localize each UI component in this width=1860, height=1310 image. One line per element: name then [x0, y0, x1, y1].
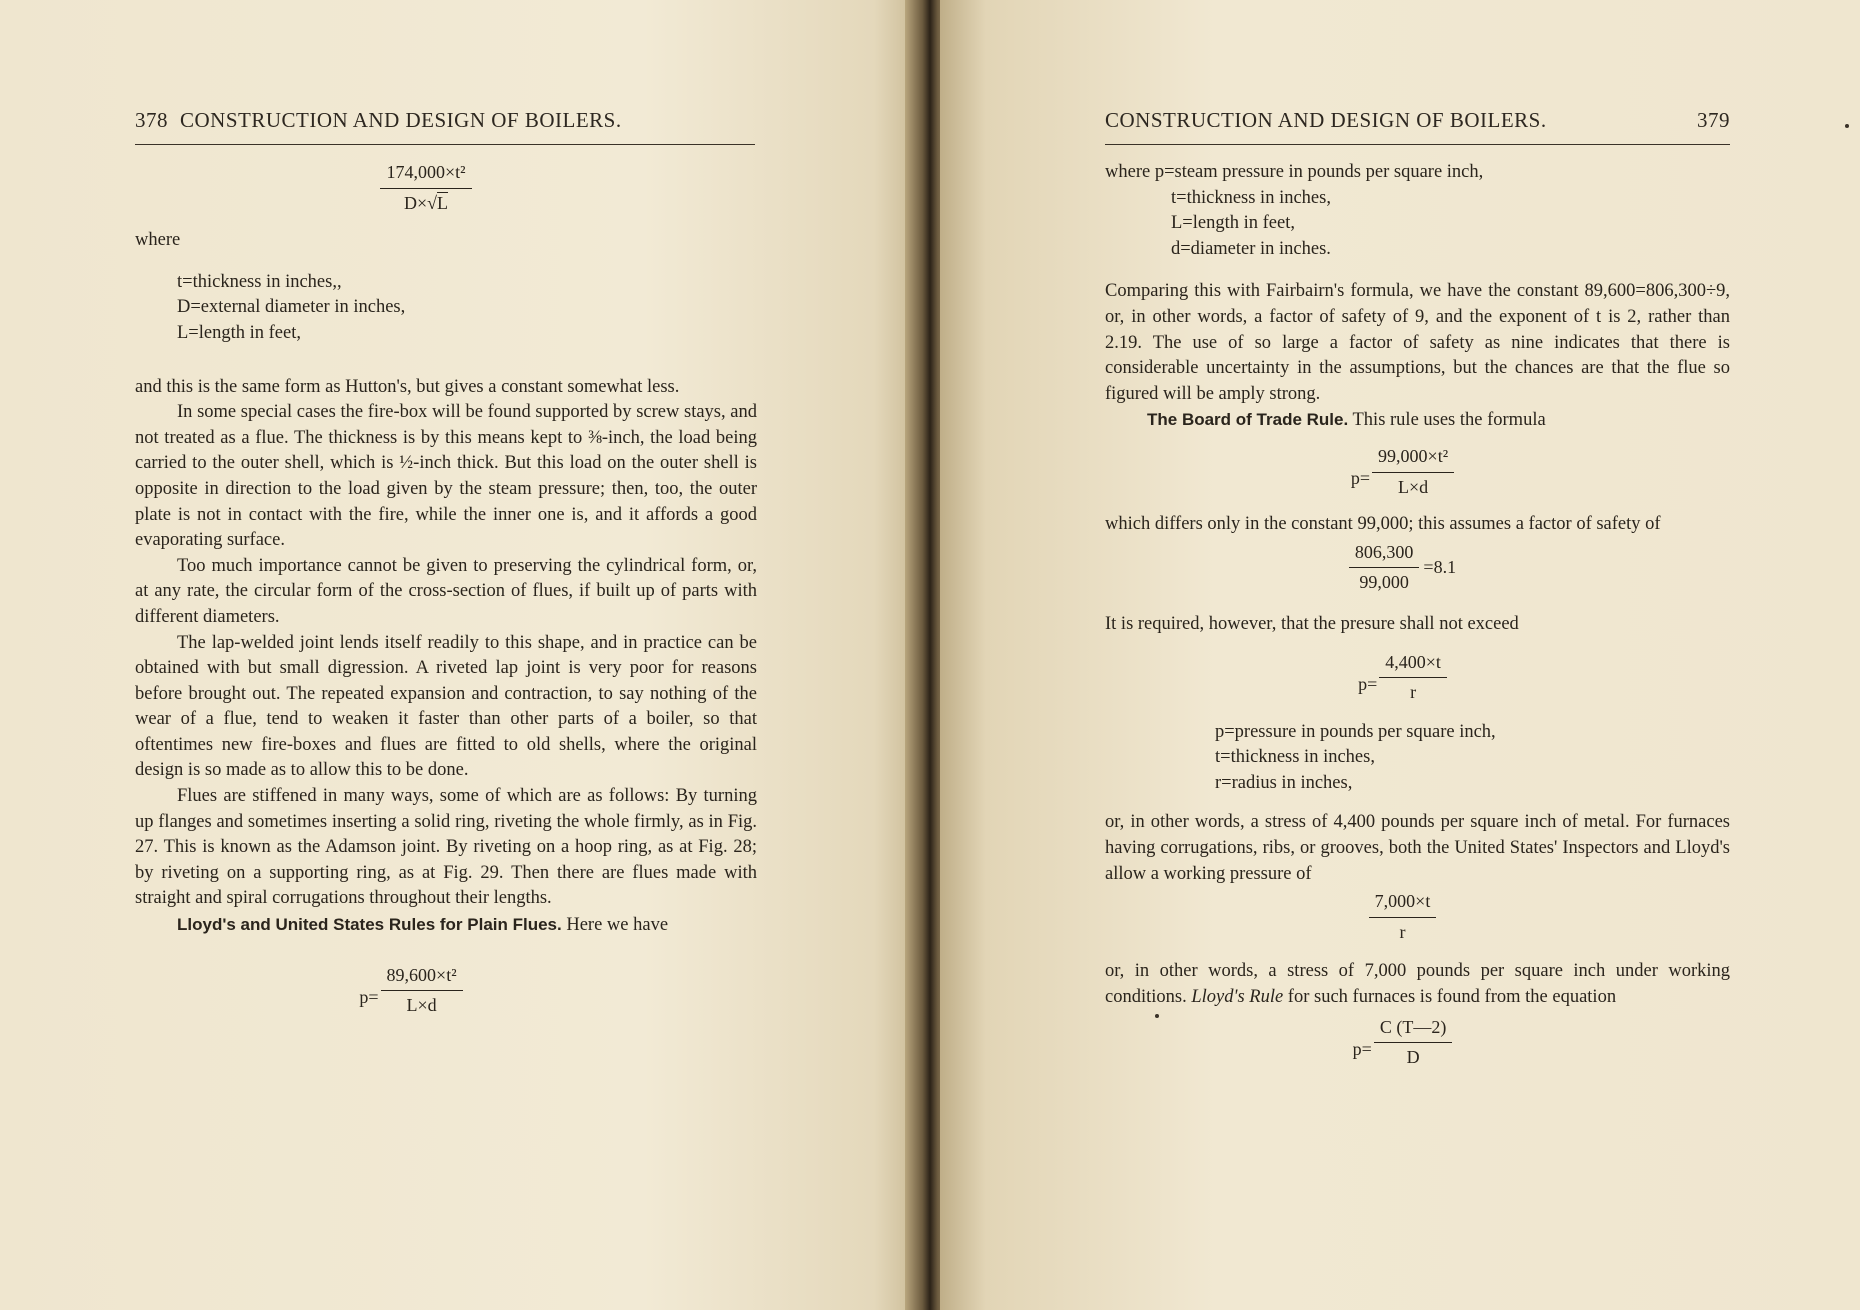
formula-numerator: 99,000×t² [1372, 444, 1454, 473]
formula-numerator: 89,600×t² [381, 963, 463, 992]
formula-numerator: 4,400×t [1379, 650, 1447, 679]
left-page-number: 378 [135, 108, 168, 132]
right-running-title: CONSTRUCTION AND DESIGN OF BOILERS. [1105, 108, 1547, 132]
where-line: where p=steam pressure in pounds per square inch, [1105, 162, 1484, 182]
formula-denominator: r [1410, 682, 1417, 703]
formula-corrugated-furnace [1075, 889, 1730, 945]
variable-definition: r=radius in inches, [1215, 772, 1353, 793]
variable-list [1105, 186, 1730, 263]
italic-rule-name: Lloyd's Rule [1191, 987, 1284, 1008]
formula-board-of-trade [1075, 444, 1730, 500]
left-page-header [135, 108, 755, 145]
paragraph-lloyds-rule: Lloyd's and United States Rules for Plain Flues. Here we have [177, 915, 669, 936]
right-page-header [1105, 108, 1730, 145]
formula-numerator: 806,300 [1349, 540, 1420, 569]
variable-definition: L=length in feet, [1171, 213, 1295, 234]
formula-numerator: 7,000×t [1369, 889, 1437, 918]
variable-list [135, 270, 757, 347]
paragraph: Comparing this with Fairbairn's formula, we have the constant 89,600=806,300÷9, or, in other words, a factor of safety of 9, and the exponent of t is 2, rather than 2.19. The use of so large a factor of safety as nine indicates that there is considerable uncertainty in the assumptions, but the chances are that the flue so figured will be amply strong. [1105, 281, 1730, 404]
formula-lhs: p= [1350, 468, 1371, 489]
paragraph: Flues are stiffened in many ways, some of which are as follows: By turning up flanges and sometimes inserting a solid ring, riveting the whole firmly, as in Fig. 27. This is known as the Adamson joint. By riveting on a hoop ring, as at Fig. 28; by riveting on a supporting ring, as at Fig. 29. Then there are flues made with straight and spiral corrugations throughout their lengths. [135, 786, 757, 909]
formula-lhs: p= [359, 986, 379, 1007]
formula-max-pressure [1075, 650, 1730, 706]
paragraph-board-of-trade: The Board of Trade Rule. This rule uses the formula [1147, 410, 1546, 431]
paragraph: or, in other words, a stress of 4,400 pounds per square inch of metal. For furnaces having corrugations, ribs, or grooves, both the United States' Inspectors and Lloyd's allow a working pressure of [1105, 812, 1730, 884]
paragraph: In some special cases the fire-box will be found supported by screw stays, and not treated as a flue. The thickness is by this means kept to ⅜-inch, the load being carried to the outer shell, which is ½-inch thick. But this load on the outer shell is opposite in direction to the load given by the steam pressure; then, too, the outer plate is not in contact with the fire, while the inner one is, and it affords a good evaporating surface. [135, 402, 757, 551]
paragraph: which differs only in the constant 99,000; this assumes a factor of safety of [1105, 514, 1661, 535]
variable-definition: t=thickness in inches, [1215, 747, 1375, 768]
formula-lhs: p= [1352, 1038, 1372, 1059]
formula-denominator: r [1399, 921, 1406, 942]
formula-denominator: 99,000 [1359, 572, 1409, 593]
formula-lloyds [65, 963, 757, 1019]
sqrt-symbol: √ [427, 192, 438, 213]
paragraph: It is required, however, that the presure shall not exceed [1105, 613, 1519, 634]
formula-result: =8.1 [1423, 557, 1457, 578]
paragraph: or, in other words, a stress of 7,000 pounds per square inch under working conditions. Lloyd's Rule for such furnaces is found from the equation [1105, 961, 1730, 1008]
right-page [940, 0, 1860, 1310]
paragraph: Too much importance cannot be given to preserving the cylindrical form, or, at any rate, the circular form of the cross-section of flues, if built up of parts with different diameters. [135, 555, 757, 627]
formula-denominator: L×d [1398, 476, 1429, 497]
left-page-body [135, 160, 757, 1019]
right-page-number: 379 [1697, 108, 1730, 132]
formula-lloyds-furnace [1075, 1015, 1730, 1071]
variable-definition: p=pressure in pounds per square inch, [1215, 721, 1496, 742]
paragraph: The lap-welded joint lends itself readily to this shape, and in practice can be obtained with but small digression. A riveted lap joint is very poor for reasons before brought out. The repeated expansion and contraction, to say nothing of the wear of a flue, tend to weaken it faster than other parts of a boiler, so that oftentimes new fire-boxes and flues are fitted to old shells, where the original design is so made as to allow this to be done. [135, 632, 757, 781]
variable-definition: d=diameter in inches. [1171, 238, 1331, 259]
section-heading: The Board of Trade Rule. [1147, 410, 1349, 430]
variable-definition: D=external diameter in inches, [177, 297, 406, 318]
where-label: where [135, 230, 181, 251]
left-running-title: CONSTRUCTION AND DESIGN OF BOILERS. [180, 108, 622, 132]
formula-numerator: 174,000×t² [380, 160, 471, 189]
formula-flue-constant [95, 160, 757, 216]
paragraph: and this is the same form as Hutton's, but gives a constant somewhat less. [135, 376, 680, 397]
speck-mark [1155, 1014, 1159, 1018]
formula-factor-of-safety [1075, 540, 1730, 596]
variable-list [1105, 720, 1730, 797]
right-page-body [1105, 160, 1730, 1071]
left-page [0, 0, 920, 1310]
variable-definition: L=length in feet, [177, 322, 301, 343]
formula-lhs: p= [1358, 673, 1378, 694]
formula-denominator: D [1406, 1047, 1420, 1068]
variable-definition: t=thickness in inches,, [177, 271, 342, 292]
formula-denominator: L×d [406, 995, 437, 1016]
section-heading: Lloyd's and United States Rules for Plain Flues. [177, 915, 562, 935]
formula-denominator: D×√L [403, 192, 449, 213]
formula-numerator: C (T—2) [1374, 1015, 1453, 1044]
speck-mark [1845, 124, 1849, 128]
variable-definition: t=thickness in inches, [1171, 187, 1331, 208]
